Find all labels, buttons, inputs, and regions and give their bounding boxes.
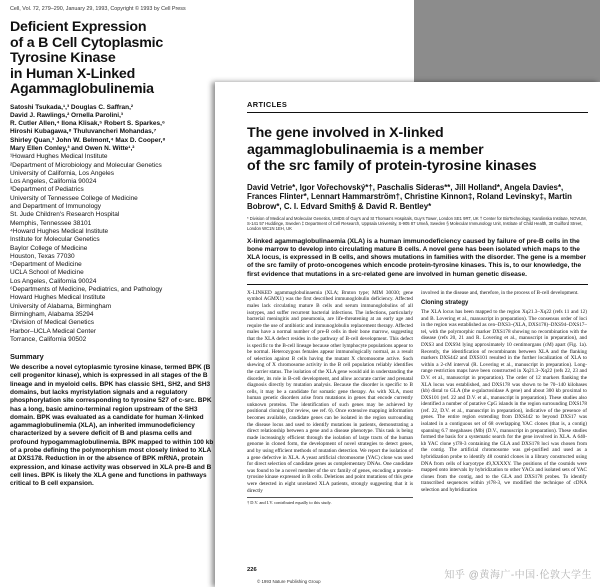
right-title xyxy=(247,125,588,175)
affiliation-line: ⁶Departments of Medicine, Pediatrics, and Pathology xyxy=(10,286,163,294)
left-affiliations xyxy=(10,153,220,344)
affiliation-line: ⁵Department of Medicine xyxy=(10,261,82,269)
affiliation-line: Houston, Texas 77030 xyxy=(10,252,75,260)
affiliation-line: Institute for Molecular Genetics xyxy=(10,236,100,244)
affiliation-line: Los Angeles, California 90024 xyxy=(10,178,97,186)
affiliation-line: Torrance, California 90502 xyxy=(10,335,87,343)
left-title-line: of a B Cell Cytoplasmic Tyrosine Kinase xyxy=(10,34,164,66)
affiliation-line: Howard Hughes Medical Institute xyxy=(10,294,106,302)
affiliation-line: University of Tennessee College of Medicine xyxy=(10,194,138,202)
footnote: † D.V. and I.V. contributed equally to this study. xyxy=(247,497,413,507)
affiliation-line: University of Alabama, Birmingham xyxy=(10,302,112,310)
right-title-line: The gene involved in X-linked xyxy=(247,125,444,141)
left-citation: Cell, Vol. 72, 279–290, January 29, 1993, Copyright © 1993 by Cell Press xyxy=(10,6,186,12)
affiliation-line: ¹Howard Hughes Medical Institute xyxy=(10,153,108,161)
watermark: 知乎 @黄海广-中国·伦敦大学生 xyxy=(444,570,592,581)
affiliation-line: Birmingham, Alabama 35294 xyxy=(10,310,94,318)
summary-text: We describe a novel cytoplasmic tyrosine kinase, termed BPK (B cell progenitor kinase), which is expressed in all stages of the B lineage and in myeloid cells. BPK has classic SH1, SH2, and SH3 domains, but lacks myristylation signals and a regulatory phosphorylation site corresponding to tyrosine 527 of c-src. BPK has a long, basic amino-terminal region upstream of the SH3 domain. BPK was evaluated as a candidate for human X-linked agammaglobulinemia (XLA), an inherited immunodeficiency characterized by a severe deficit of B and plasma cells and profound hypogammaglobulinemia. BPK mapped to within 100 kb of a probe defining the polymorphism most closely linked to XLA at DXS178. Reduction in or the absence of BPK mRNA, protein expression, and kinase activity was observed in XLA pre-B and B cell lines. BPK is likely the XLA gene and functions in pathways critical to B cell expansion. xyxy=(10,364,214,488)
affiliation-line: Harbor–UCLA Medical Center xyxy=(10,327,96,335)
affiliation-line: Memphis, Tennessee 38101 xyxy=(10,219,92,227)
body-text: The XLA locus has been mapped to the region Xq21.3–Xq22 (refs 11 and 12) and B. Lovering et al., manuscript in preparation). The consensus order of loci in the region was established as cen–DXS3–(XLA, DXS178)–DXS94–DXS17–tel, with the polymorphic marker DXS178 showing no recombination with the disease (refs 20, 21 and R. Lovering et al., manuscript in preparation), and DXS3 and DXS94 lying approximately 10 centimorgans (cM) apart (Fig. 1a). Recently, the identification of recombinants between XLA and the flanking markers DXS442 and DXS101 resulted in the further localization of XLA to within a 2-cM interval (R. Lovering et al., manuscript in preparation). Long-range restriction maps have been constructed in Xq21.3–Xq22 (refs 22, 23 and D.V. et al., manuscript in preparation). The order of 12 markers flanking the XLA locus was established, and DXS178 was shown to be 70–140 kilobases (kb) distal to GLA (the α-galactosidase A gene) and about 300 kb proximal to DXS101 (ref. 22 and D.V. et al., manuscript in preparation). These studies also identified a number of putative CpG islands in the region surrounding DXS178 (ref. 22, D.V. et al., manuscript in preparation), indicative of the presence of genes. The entire region extending from DXS442 to beyond DXS17 was isolated in a contiguous set of 68 overlapping YAC clones (that is, a contig) spanning 6.7 megabases (Mb) (D.V., manuscript in preparation). These studies formed the basis for a systematic search for the gene involved in XLA. A 640-kb YAC clone yl78-3 containing the GLA and DXS178 loci was chosen from the contig. The artificial chromosome was gel-purified and used as a hybridization probe to identify 48 cosmid clones in a library constructed using DNA from cells of karyotype 49,XXXXY. The positions of the cosmids were mapped onto intervals by hybridization to other YACs and isolated sets of YAC clones from the contig, and to the GLA and DXS178 probes. To identify transcribed sequences within yl78-3, we modified the technique of cDNA selection and hybridization xyxy=(421,308,587,494)
right-paper xyxy=(215,82,600,587)
affiliation-line: ⁴Howard Hughes Medical Institute xyxy=(10,227,109,235)
body-text: involved in the disease and, therefore, in the process of B-cell development. xyxy=(421,289,579,296)
body-text: X-LINKED agammaglobulinaemia (XLA; Bruton type; MIM 30030; gene symbol AGMX1) was the first described immunoglobulin deficiency. Affected males lack circulating mature B cells and serum immunoglobulins of all isotypes, and suffer recurrent bacterial infections. The infections, particularly bacterial meningitis and pneumonia, are life-threatening at an early age and require the use of antibiotic and immunoglobulin replacement therapy. Affected males have a normal number of pre-B cells in their bone marrow, suggesting that the XLA defect resides in the pathway of B-cell development. This defect is specific to the B-cell lineage because other lymphocyte populations appear to be normal. Heterozygous females appear immunologically normal, as a result of selection against B cells having the mutant X chromosome active. Such skewing of X chromosome activity in the B cell population reliably identifies the carrier status. The isolation of the XLA gene would aid in understanding the disorder, its role in B-cell development, and allow accurate carrier and prenatal diagnosis directly by mutation analysis. Because the disorder is specific to B cells, it may be a candidate for somatic gene therapy. As with XLA, most human genetic disorders arise from mutations in genes that encode currently unknown proteins. The identification of such genes may be achieved by positional cloning (for review, see ref. 6). Once extensive mapping information becomes available, candidate genes can be isolated in the region surrounding the disease locus and used to identify mutations in patients, demonstrating a direct relationship between a gene and a disease phenotype. This task is being made increasingly efficient through the isolation of large tracts of the human genome in cloned form, the development of novel strategies to detect genes, and by using efficient methods of mutation detection. We report the isolation of a gene defective in XLA. A yeast artificial chromosome (YAC) clone was used for direct selection of candidate genes as complementary DNAs. One candidate was found to be a novel member of the src family of genes, encoding a protein-tyrosine kinase expressed in B cells. Deletions and point mutations of this gene were detected in eight unrelated XLA patients, strongly suggesting that it is directly xyxy=(247,289,413,494)
body-columns xyxy=(247,290,588,507)
author-line: Satoshi Tsukada,¹,³ Douglas C. Saffran,² xyxy=(10,103,134,111)
left-title xyxy=(10,20,220,98)
affiliation-line: University of California, Los Angeles xyxy=(10,169,115,177)
copyright: © 1993 Nature Publishing Group xyxy=(257,579,321,584)
body-column-right xyxy=(421,290,587,507)
affiliation-line: UCLA School of Medicine xyxy=(10,269,84,277)
affiliation-line: Baylor College of Medicine xyxy=(10,244,88,252)
left-column xyxy=(10,20,220,489)
author-line: R. Cutler Allen,⁴ Ilona Klisak,⁵ Robert S. Sparkes,⁶ xyxy=(10,120,165,128)
affiliation-line: and Department of Immunology xyxy=(10,203,102,211)
affiliation-line: ²Department of Microbiology and Molecular Genetics xyxy=(10,161,162,169)
author-line: Shirley Quan,³ John W. Belmont,⁴ Max D. Cooper,⁸ xyxy=(10,136,166,144)
left-title-line: in Human X-Linked Agammaglobulinemia xyxy=(10,65,154,97)
body-column-left xyxy=(247,290,413,507)
summary-heading: Summary xyxy=(10,352,44,362)
affiliation-line: Los Angeles, California 90024 xyxy=(10,277,97,285)
affiliation-line: ⁷Division of Medical Genetics xyxy=(10,319,94,327)
cloning-heading: Cloning strategy xyxy=(421,300,469,307)
right-abstract: X-linked agammaglobulinaemia (XLA) is a human immunodeficiency caused by failure of pre-B cells in the bone marrow to develop into circulating mature B cells. A novel gene has been isolated which maps to the XLA locus, is expressed in B cells, and shows mutations in families with the disorder. The gene is a member of the src family of proto-oncogenes which encode protein-tyrosine kinases. This is, to our knowledge, the first evidence that mutations in a src-related gene are involved in human genetic disease. xyxy=(247,238,588,285)
author-line: David J. Rawlings,² Ornella Parolini,³ xyxy=(10,111,124,119)
section-label: ARTICLES xyxy=(247,100,588,113)
page-number: 226 xyxy=(247,567,257,573)
right-title-line: of the src family of protein-tyrosine kinases xyxy=(247,158,537,174)
right-authors: David Vetrie*, Igor Vořechovský*†, Paschalis Sideras**, Jill Holland*, Angela Davies*, Frances Flinter*, Lennart Hammarström†, Christine Kinnon‡, Roland Levinsky‡, Martin Bobrow*, C. I. Edvard Smith§ & David R. Bentley* xyxy=(247,182,572,212)
author-line: Mary Ellen Conley,³ and Owen N. Witte¹,² xyxy=(10,144,135,152)
left-title-line: Deficient Expression xyxy=(10,19,147,35)
affiliation-line: ³Department of Pediatrics xyxy=(10,186,84,194)
right-title-line: agammaglobulinaemia is a member xyxy=(247,141,484,158)
right-affiliations: * Division of Medical and Molecular Genetics, UMDS of Guy's and St Thomas's Hospitals, Guy's Tower, London SE1 9RT, UK † Center for BioTechnology, Karolinska Institute, NOVUM, S-141 57 Huddinge, Sweden ‡ Department of Cell Research, Uppsala University, S-905 87 Umeå, Sweden § Molecular Immunology Unit, Institute of Child Health, 30 Guilford Street, London WC1N 1EH, UK xyxy=(247,215,587,232)
left-authors xyxy=(10,104,220,154)
affiliation-line: St. Jude Children's Research Hospital xyxy=(10,211,120,219)
author-line: Hiroshi Kubagawa,⁸ Thuluvancheri Mohandas,⁷ xyxy=(10,128,157,136)
